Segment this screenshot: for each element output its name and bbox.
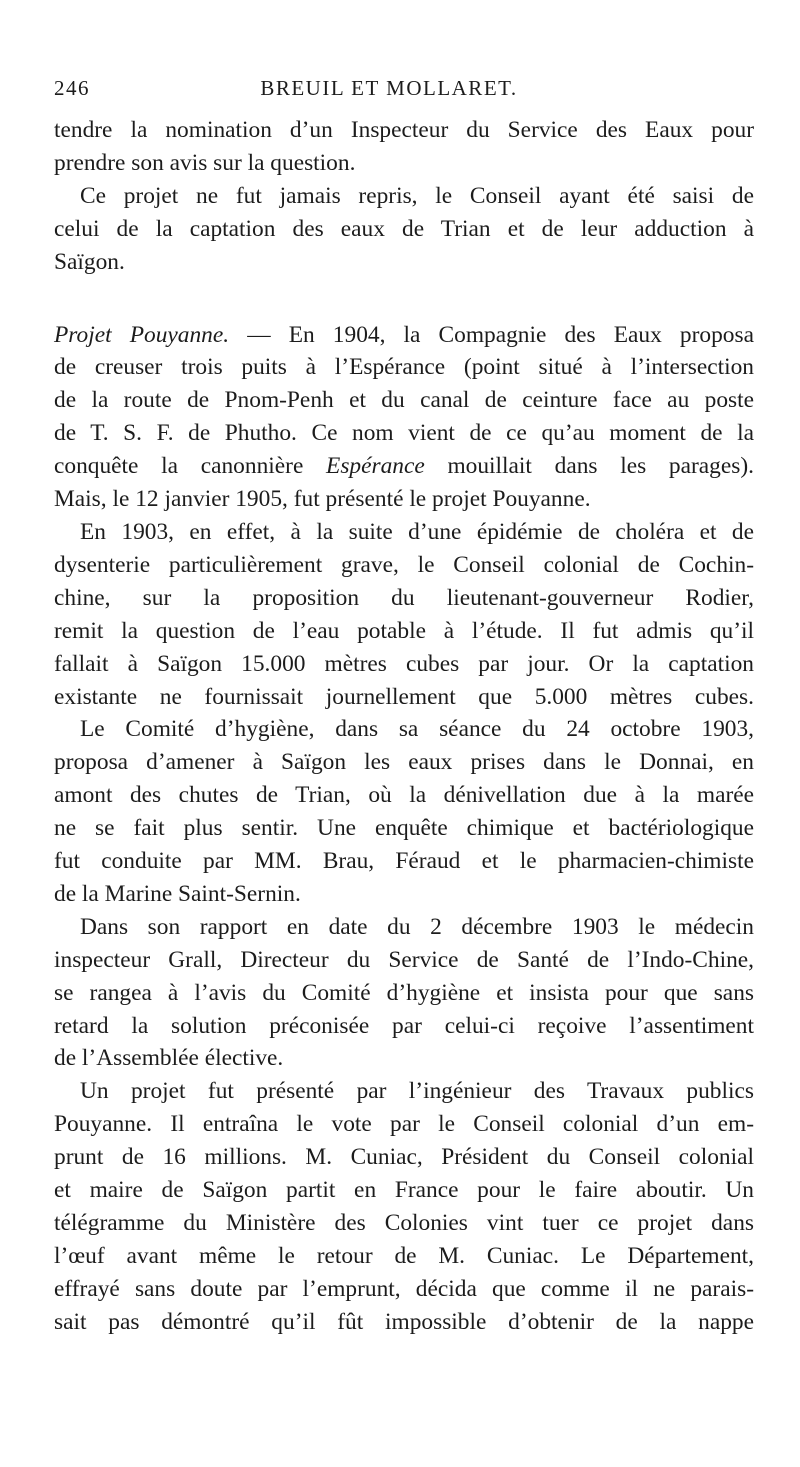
paragraph xyxy=(54,516,754,713)
text-line: fut conduite par MM. Brau, Féraud et le pharmacien-chimiste xyxy=(54,848,754,875)
paragraph xyxy=(54,114,754,180)
text-span: — En 1904, la Compagnie des Eaux proposa xyxy=(229,321,754,348)
text-line: Mais, le 12 janvier 1905, fut présenté le projet Pouyanne. xyxy=(54,486,591,513)
text-line: ne se fait plus sentir. Une enquête chimique et bactériologique xyxy=(54,815,754,842)
text-line: de l’Assemblée élective. xyxy=(54,1045,284,1072)
text-line: amont des chutes de Trian, où la dénivellation due à la marée xyxy=(54,782,754,809)
text-line: prendre son avis sur la question. xyxy=(54,149,356,176)
text-line: fallait à Saïgon 15.000 mètres cubes par jour. Or la captation xyxy=(54,650,754,677)
body-text xyxy=(54,114,754,1339)
text-line: Saïgon. xyxy=(54,248,125,275)
text-line: celui de la captation des eaux de Trian et de leur adduction à xyxy=(54,215,754,242)
text-line: Dans son rapport en date du 2 décembre 1903 le médecin xyxy=(80,913,754,940)
text-line: de T. S. F. de Phutho. Ce nom vient de ce qu’au moment de la xyxy=(54,420,754,447)
paragraph xyxy=(54,1075,754,1338)
text-line: télégramme du Ministère des Colonies vint tuer ce projet dans xyxy=(54,1210,754,1236)
text-line: et maire de Saïgon partit en France pour le faire aboutir. Un xyxy=(54,1177,754,1204)
text-line: prunt de 16 millions. M. Cuniac, Président du Conseil colonial xyxy=(54,1144,754,1171)
text-line: Le Comité d’hygiène, dans sa séance du 24 octobre 1903, xyxy=(80,716,754,743)
section-heading: Projet Pouyanne. xyxy=(54,321,230,348)
text-line: de la Marine Saint-Sernin. xyxy=(54,880,301,907)
text-span: conquête la canonnière xyxy=(54,453,327,480)
text-line: Un projet fut présenté par l’ingénieur des Travaux publics xyxy=(80,1078,754,1105)
text-line: inspecteur Grall, Directeur du Service de Santé de l’Indo-Chine, xyxy=(54,946,754,973)
page-number: 246 xyxy=(54,76,90,100)
paragraph xyxy=(54,713,754,910)
page-header xyxy=(54,76,754,114)
paragraph-projet-pouyanne xyxy=(54,319,754,516)
section-gap xyxy=(54,279,754,319)
running-title: BREUIL ET MOLLARET. xyxy=(260,76,518,100)
text-line xyxy=(54,450,754,483)
text-line: sait pas démontré qu’il fût impossible d’obtenir de la nappe xyxy=(54,1308,754,1335)
text-span: mouillait dans les parages). xyxy=(424,453,754,480)
text-line: En 1903, en effet, à la suite d’une épidémie de choléra et de xyxy=(80,518,754,545)
paragraph xyxy=(54,180,754,279)
text-line: Ce projet ne fut jamais repris, le Conseil ayant été saisi de xyxy=(80,182,754,209)
ship-name: Espérance xyxy=(326,453,425,480)
text-line xyxy=(54,319,754,352)
text-line: dysenterie particulièrement grave, le Conseil colonial de Cochin- xyxy=(54,551,754,578)
text-line: l’œuf avant même le retour de M. Cuniac. Le Département, xyxy=(54,1242,754,1269)
text-line: chine, sur la proposition du lieutenant-gouverneur Rodier, xyxy=(54,584,754,611)
text-line: retard la solution préconisée par celui-ci reçoive l’assentiment xyxy=(54,1012,754,1039)
text-line: de creuser trois puits à l’Espérance (point situé à l’intersection xyxy=(54,354,754,381)
text-line: effrayé sans doute par l’emprunt, décida que comme il ne parais- xyxy=(54,1275,754,1302)
paragraph xyxy=(54,911,754,1076)
text-line: proposa d’amener à Saïgon les eaux prises dans le Donnai, en xyxy=(54,749,754,776)
text-line: existante ne fournissait journellement que 5.000 mètres cubes. xyxy=(54,683,754,710)
text-line: de la route de Pnom-Penh et du canal de ceinture face au poste xyxy=(54,387,754,414)
text-line: remit la question de l’eau potable à l’étude. Il fut admis qu’il xyxy=(54,617,754,644)
text-line: Pouyanne. Il entraîna le vote par le Conseil colonial d’un em- xyxy=(54,1111,754,1138)
text-line: se rangea à l’avis du Comité d’hygiène et insista pour que sans xyxy=(54,979,754,1006)
text-line: tendre la nomination d’un Inspecteur du Service des Eaux pour xyxy=(54,117,754,143)
